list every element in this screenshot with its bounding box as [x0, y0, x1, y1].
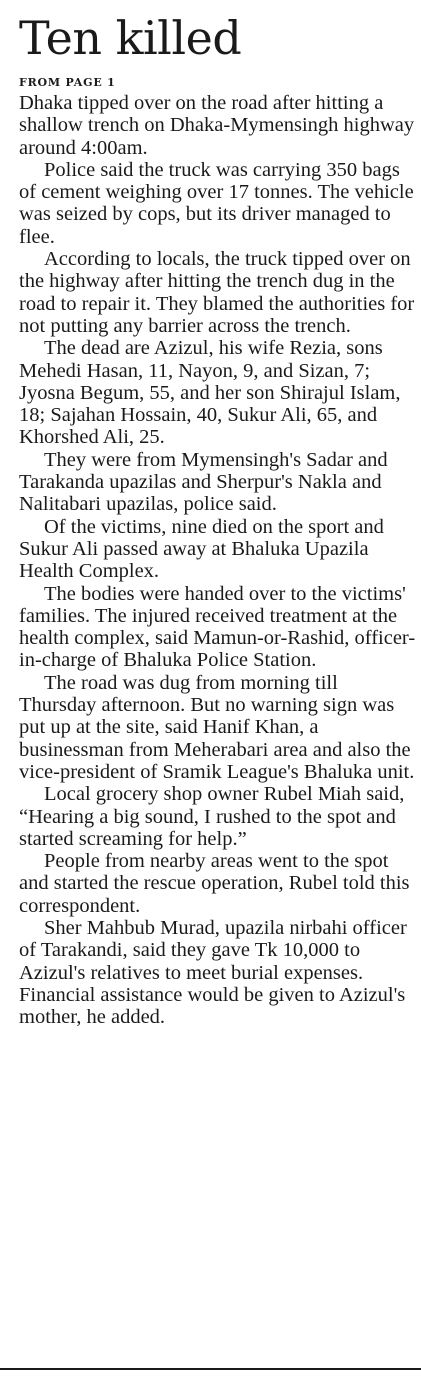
article-paragraph: The road was dug from morning till Thursday afternoon. But no warning sign was put up at the site, said Hanif Khan, a businessman from Meherabari area and also the vice-president of Sramik League's Bhaluka unit.: [19, 671, 415, 783]
column-divider-rule: [0, 1368, 421, 1370]
cropped-next-headline: [19, 1374, 179, 1395]
continued-from-label: FROM PAGE 1: [19, 76, 116, 89]
headline: Ten killed: [19, 11, 242, 65]
article-paragraph: According to locals, the truck tipped over on the highway after hitting the trench dug in the road to repair it. They blamed the authorities for not putting any barrier across the trench.: [19, 248, 415, 337]
cropped-previous-line: [40, 0, 190, 8]
article-paragraph: Police said the truck was carrying 350 bags of cement weighing over 17 tonnes. The vehicle was seized by cops, but its driver managed to flee.: [19, 158, 414, 248]
article-paragraph: Sher Mahbub Murad, upazila nirbahi officer of Tarakandi, said they gave Tk 10,000 to Azizul's relatives to meet burial expenses. Financial assistance would be given to Azizul's mother, he added.: [19, 916, 407, 1029]
article-paragraph: They were from Mymensingh's Sadar and Tarakanda upazilas and Sherpur's Nakla and Nalitabari upazilas, police said.: [19, 448, 388, 516]
article-body: [19, 92, 417, 1028]
article-paragraph: Of the victims, nine died on the sport and Sukur Ali passed away at Bhaluka Upazila Health Complex.: [19, 515, 384, 583]
article-paragraph: Dhaka tipped over on the road after hitting a shallow trench on Dhaka-Mymensingh highway around 4:00am.: [19, 92, 415, 159]
article-paragraph: The dead are Azizul, his wife Rezia, sons Mehedi Hasan, 11, Nayon, 9, and Sizan, 7; Jyosna Begum, 55, and her son Shirajul Islam, 18; Sajahan Hossain, 40, Sukur Ali, 65, and Khorshed Ali, 25.: [19, 337, 401, 449]
article-paragraph: People from nearby areas went to the spot and started the rescue operation, Rubel told this correspondent.: [19, 850, 410, 917]
article-paragraph: The bodies were handed over to the victims' families. The injured received treatment at the health complex, said Mamun-or-Rashid, officer-in-charge of Bhaluka Police Station.: [19, 582, 416, 672]
article-paragraph: Local grocery shop owner Rubel Miah said, “Hearing a big sound, I rushed to the spot and started screaming for help.”: [19, 783, 405, 850]
